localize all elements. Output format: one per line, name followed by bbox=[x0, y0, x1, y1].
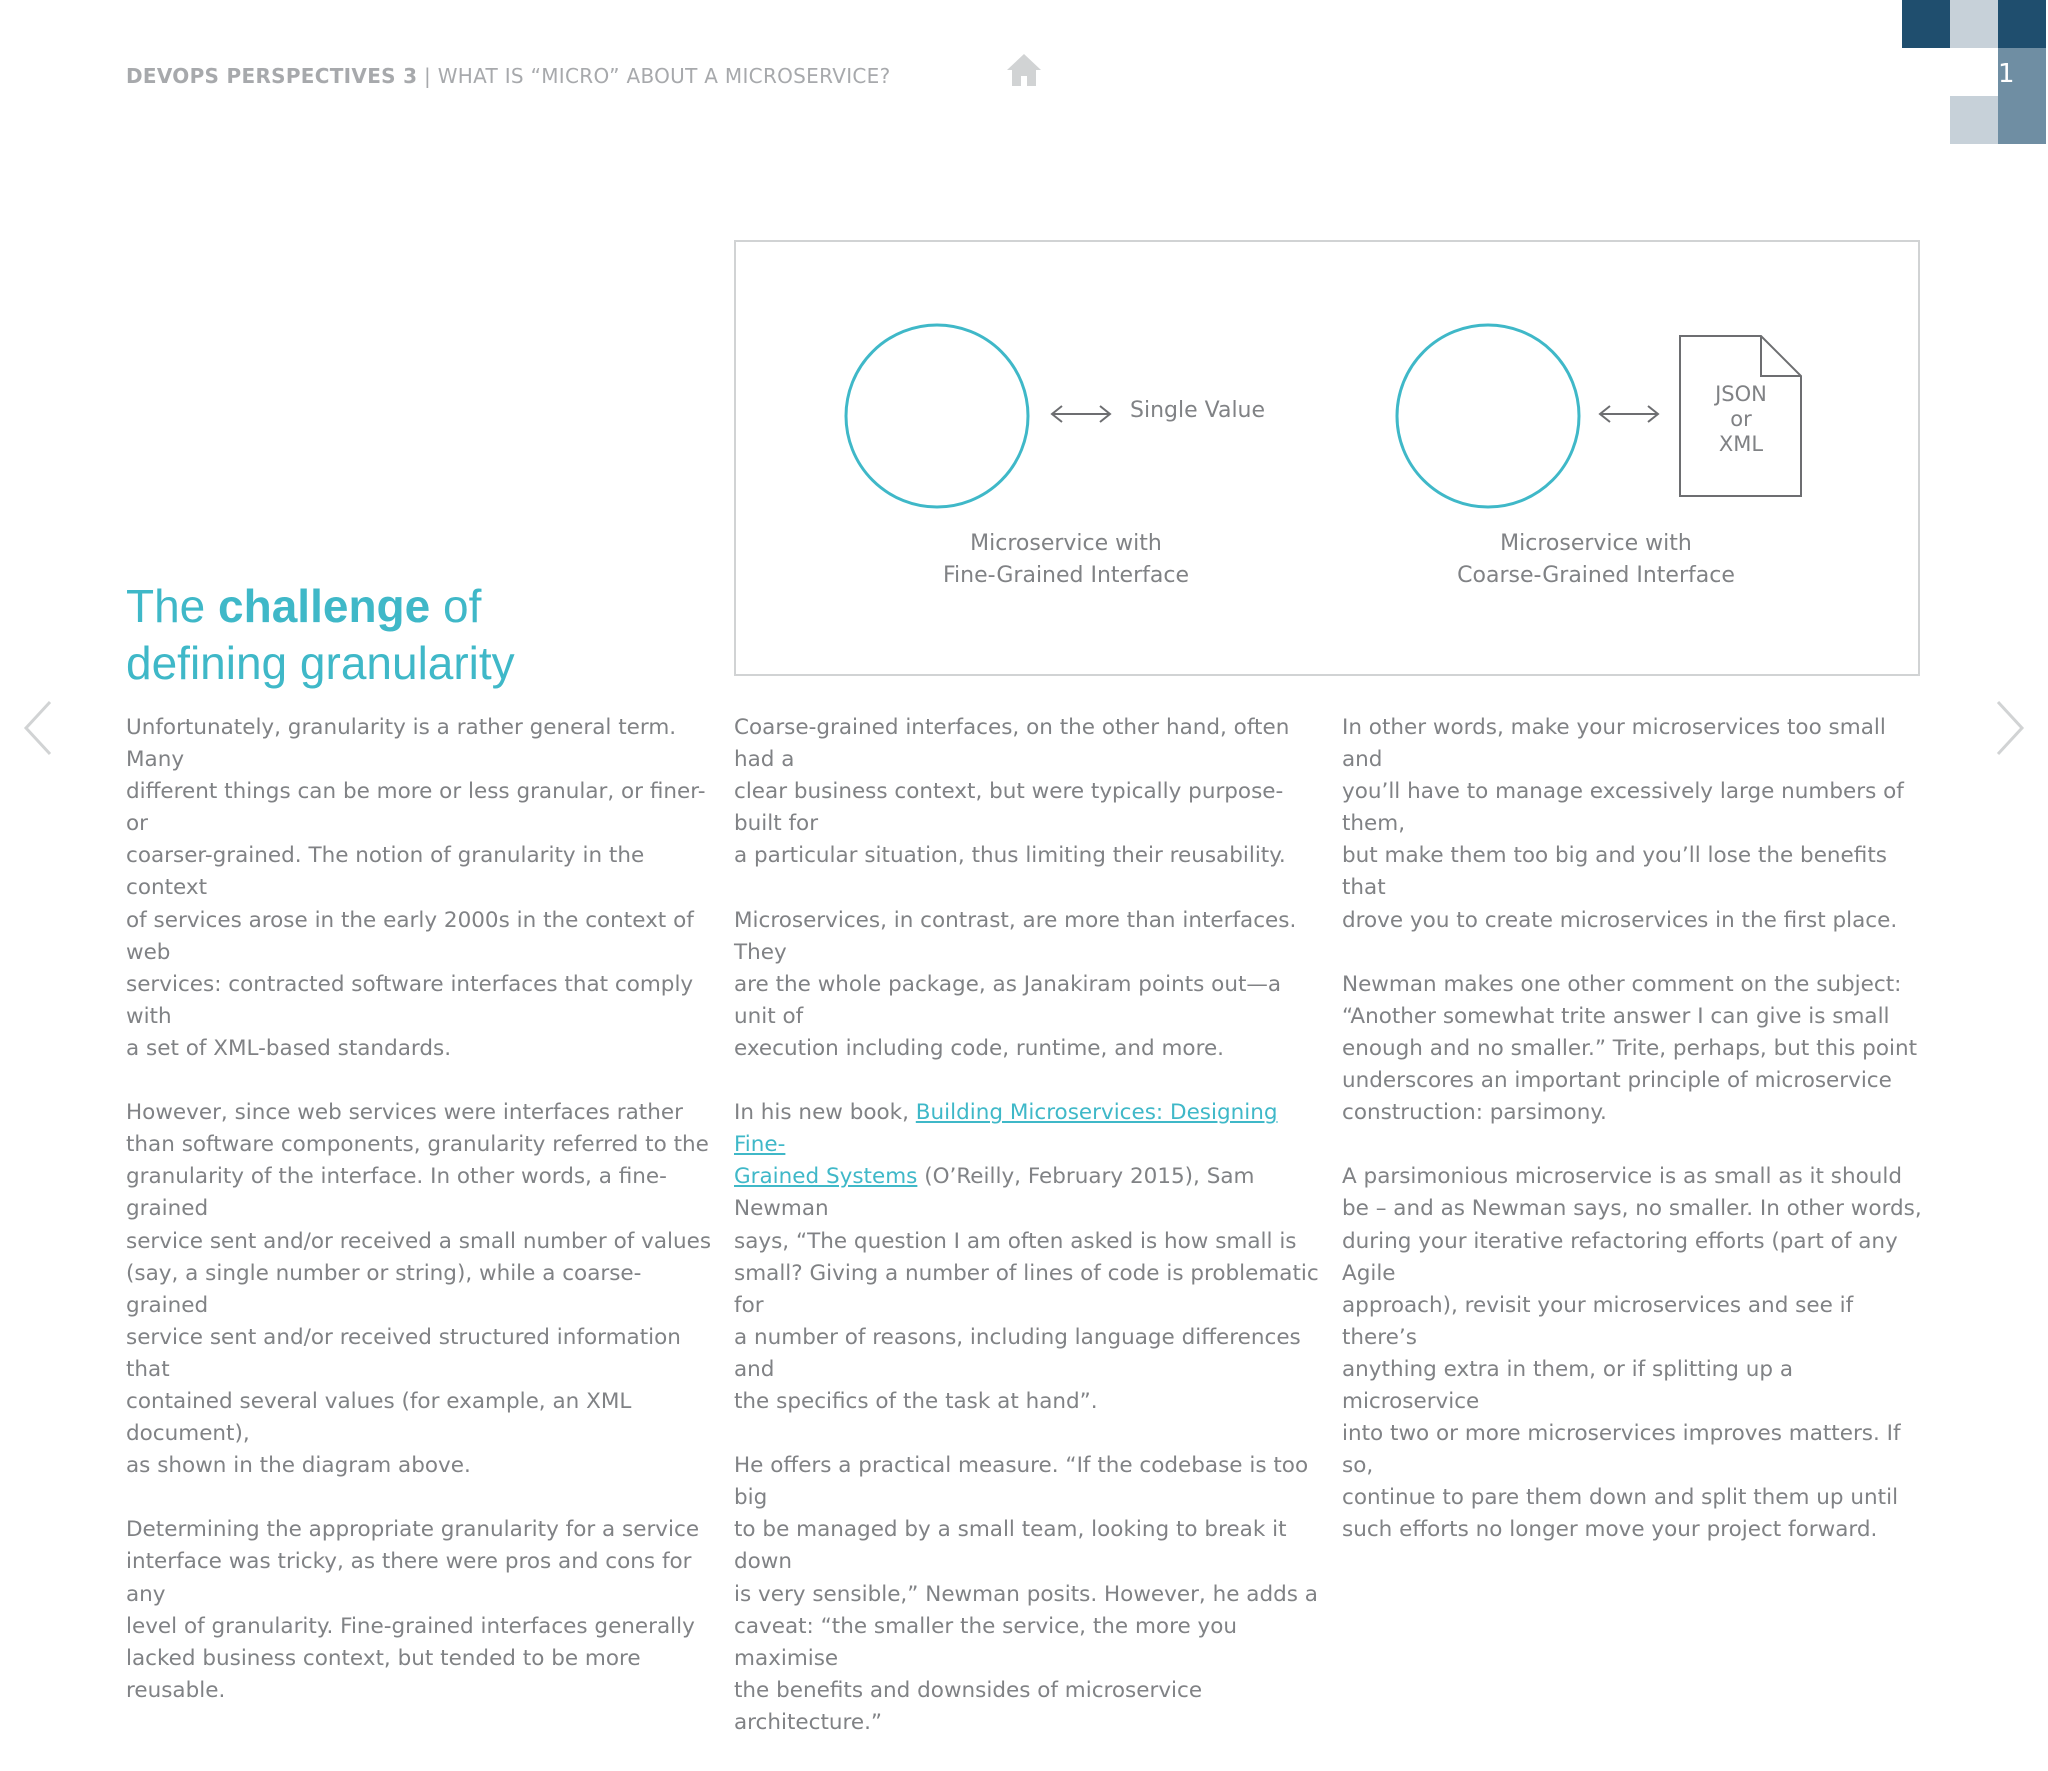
header-separator: | bbox=[417, 64, 438, 88]
paragraph-text: (O’Reilly, February 2015), Sam Newman says, “The question I am often asked is how small is small? Giving a number of lines of code is problematic for a number of reasons, including language differences and the specifics of the task at hand”. bbox=[734, 1164, 1319, 1414]
section-heading bbox=[126, 578, 515, 692]
caption-line: Coarse-Grained Interface bbox=[1457, 563, 1735, 588]
heading-text: The bbox=[126, 580, 219, 632]
corner-square-dark bbox=[1902, 0, 1950, 48]
publication-title: DEVOPS PERSPECTIVES 3 bbox=[126, 64, 418, 88]
chevron-left-icon[interactable] bbox=[20, 698, 56, 758]
body-column-2 bbox=[734, 712, 1324, 1771]
document-label bbox=[1680, 382, 1802, 457]
paragraph: A parsimonious microservice is as small as it should be – and as Newman says, no smaller. In other words, during your iterative refactoring efforts (part of any Agile approach), revisit your microservices and see if there’s anything extra in them, or if splitting up a microservice into two or more microservices improves matters. If so, continue to pare them down and split them up until such efforts no longer move your project forward. bbox=[1342, 1164, 1922, 1543]
single-value-label: Single Value bbox=[1130, 398, 1266, 423]
document-label-line: JSON bbox=[1715, 382, 1767, 406]
chevron-right-icon[interactable] bbox=[1992, 698, 2028, 758]
fine-microservice-circle bbox=[846, 325, 1028, 507]
granularity-diagram bbox=[734, 240, 1920, 676]
body-column-3 bbox=[1342, 712, 1932, 1579]
coarse-grained-caption bbox=[1396, 528, 1796, 592]
running-header bbox=[126, 64, 891, 88]
page-number: 21 bbox=[1981, 59, 2015, 89]
body-column-1 bbox=[126, 712, 716, 1739]
paragraph: Unfortunately, granularity is a rather general term. Many different things can be more or less granular, or finer- or coarser-grained. The notion of granularity in the context of services arose in the early 2000s in the context of web services: contracted software interfaces that comply with a set of XML-based standards. bbox=[126, 715, 706, 1061]
heading-text: of bbox=[430, 580, 482, 632]
corner-square-mid bbox=[1998, 96, 2046, 144]
section-title: WHAT IS “MICRO” ABOUT A MICROSERVICE? bbox=[437, 64, 891, 88]
book-link[interactable]: Building Microservices: Designing Fine- Grained Systems bbox=[734, 1100, 1278, 1190]
bidirectional-arrow-icon bbox=[1052, 406, 1110, 422]
caption-line: Microservice with bbox=[1500, 531, 1692, 556]
paragraph: Microservices, in contrast, are more than interfaces. They are the whole package, as Janakiram points out—a unit of execution including code, runtime, and more. bbox=[734, 907, 1297, 1061]
paragraph: Newman makes one other comment on the subject: “Another somewhat trite answer I can give is small enough and no smaller.” Trite, perhaps, but this point underscores an important principle of microservice construction: parsimony. bbox=[1342, 971, 1918, 1126]
paragraph: Determining the appropriate granularity for a service interface was tricky, as there were pros and cons for any level of granularity. Fine-grained interfaces generally lacked business context, but tended to be more reusable. bbox=[126, 1517, 700, 1703]
document-label-line: or bbox=[1730, 407, 1752, 431]
heading-text-line2: defining granularity bbox=[126, 637, 515, 689]
paragraph: In other words, make your microservices too small and you’ll have to manage excessively large numbers of them, but make them too big and you’ll lose the benefits that drove you to create microservices in the first place. bbox=[1342, 715, 1904, 933]
caption-line: Microservice with bbox=[970, 531, 1162, 556]
heading-emphasis: challenge bbox=[218, 580, 431, 632]
paragraph-text: In his new book, bbox=[734, 1100, 916, 1126]
paragraph: However, since web services were interfaces rather than software components, granularity referred to the granularity of the interface. In other words, a fine-grained service sent and/or received a small number of values (say, a single number or string), while a coarse-grained service sent and/or received structured information that contained several values (for example, an XML document), as shown in the diagram above. bbox=[126, 1100, 712, 1479]
fine-grained-caption bbox=[866, 528, 1266, 592]
paragraph: Coarse-grained interfaces, on the other hand, often had a clear business context, but were typically purpose-built for a particular situation, thus limiting their reusability. bbox=[734, 715, 1290, 869]
corner-square-light bbox=[1950, 0, 1998, 48]
corner-square-dark bbox=[1998, 0, 2046, 48]
caption-line: Fine-Grained Interface bbox=[942, 563, 1189, 588]
bidirectional-arrow-icon bbox=[1600, 406, 1658, 422]
paragraph: He offers a practical measure. “If the codebase is too big to be managed by a small team, looking to break it down is very sensible,” Newman posits. However, he adds a caveat: “the smaller the service, the more you maximise the benefits and downsides of microservice architecture.” bbox=[734, 1453, 1318, 1735]
document-label-line: XML bbox=[1718, 432, 1764, 456]
coarse-microservice-circle bbox=[1397, 325, 1579, 507]
home-icon[interactable] bbox=[1005, 52, 1043, 88]
paragraph bbox=[734, 1097, 1324, 1418]
corner-square-light bbox=[1950, 96, 1998, 144]
